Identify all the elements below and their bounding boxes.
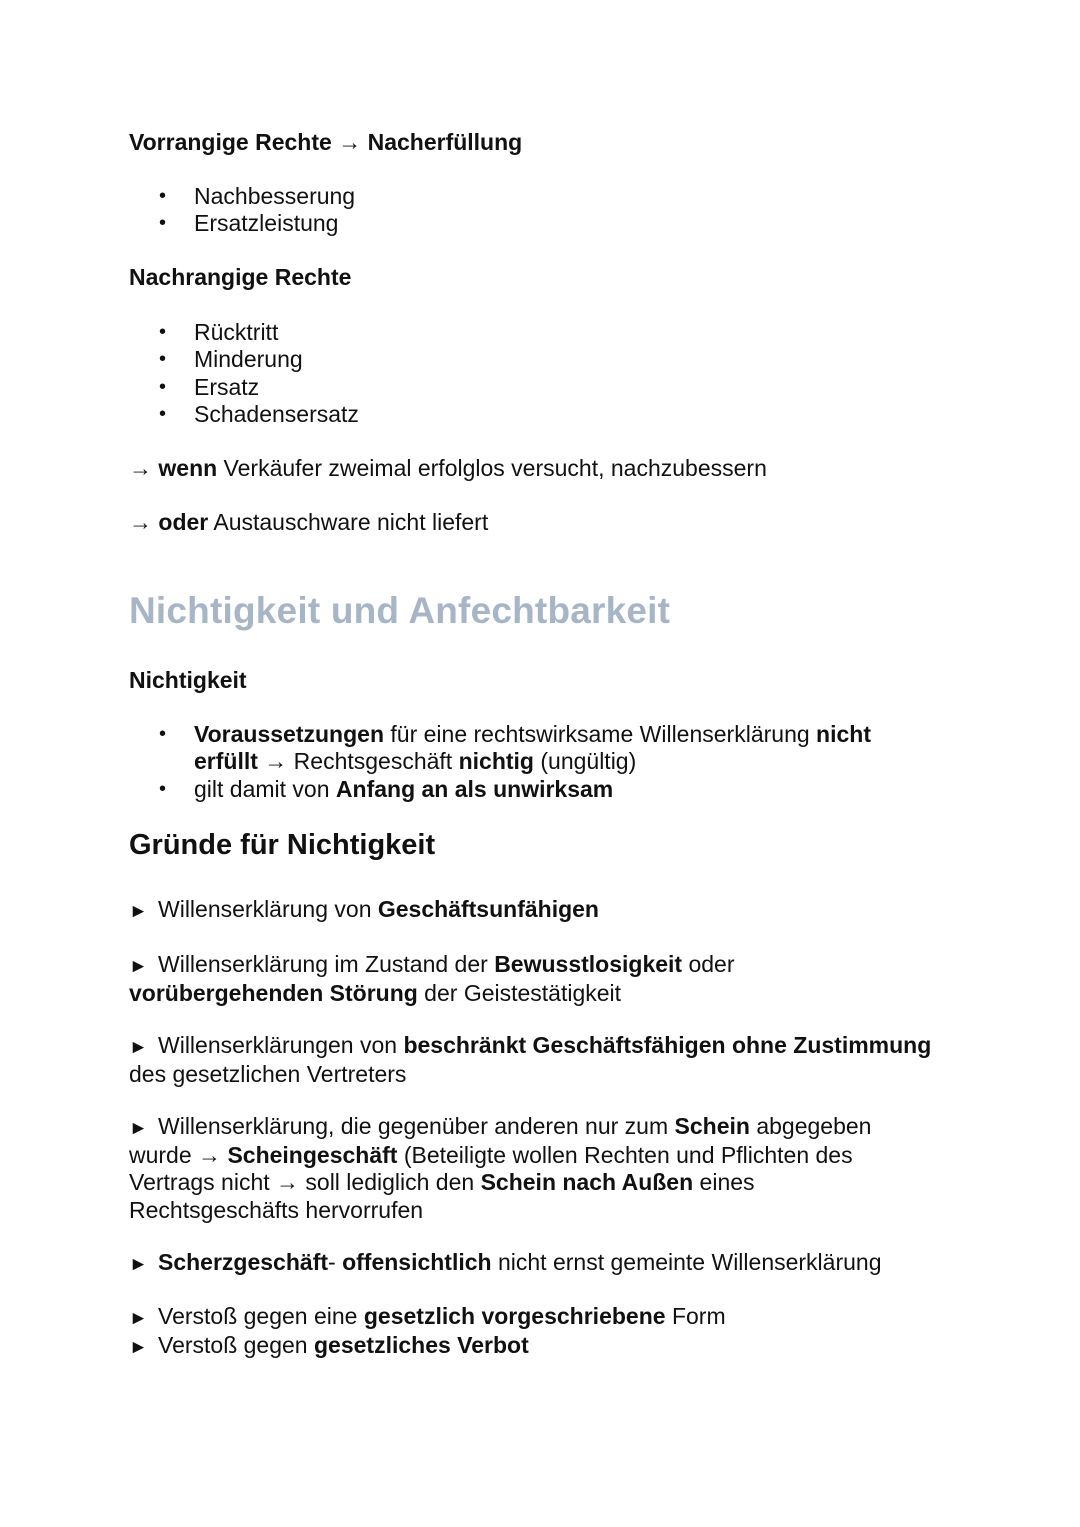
list-item: • Ersatz	[129, 374, 359, 401]
list-item: • Schadensersatz	[129, 401, 359, 428]
heading-vorrangige-rechte: Vorrangige Rechte → Nacherfüllung	[129, 129, 523, 155]
reason-paragraph: ► Willenserklärungen von beschränkt Geschäftsfähigen ohne Zustimmung des gesetzlichen Vertreters	[129, 1032, 932, 1088]
list-item: • Rücktritt	[129, 319, 359, 346]
triangle-bullet-icon: ►	[129, 901, 148, 922]
list-item: • Ersatzleistung	[129, 210, 355, 237]
list-item: • Nachbesserung	[129, 183, 355, 210]
list-nachrangige-rechte	[129, 319, 359, 428]
list-item: • Minderung	[129, 346, 359, 373]
main-title: Nichtigkeit und Anfechtbarkeit	[129, 590, 671, 631]
arrow: →	[129, 455, 152, 481]
heading-nichtigkeit: Nichtigkeit	[129, 667, 247, 693]
list-vorrangige-rechte	[129, 183, 355, 238]
triangle-bullet-icon: ►	[129, 1308, 148, 1329]
triangle-bullet-icon: ►	[129, 1254, 148, 1275]
reason-paragraph: ► Willenserklärung im Zustand der Bewusstlosigkeit oder vorübergehenden Störung der Geistestätigkeit	[129, 951, 735, 1007]
triangle-bullet-icon: ►	[129, 1037, 148, 1058]
list-item: • Voraussetzungen für eine rechtswirksame Willenserklärung nicht erfüllt → Rechtsgeschäft nichtig (ungültig)	[129, 721, 871, 776]
section-title-gruende: Gründe für Nichtigkeit	[129, 829, 436, 861]
triangle-bullet-icon: ►	[129, 1118, 148, 1139]
heading-nachrangige-rechte: Nachrangige Rechte	[129, 264, 352, 290]
reason-paragraph: ► Willenserklärung, die gegenüber anderen nur zum Schein abgegeben wurde → Scheingeschäft (Beteiligte wollen Rechten und Pflichten des Vertrags nicht → soll lediglich den Schein nach Außen eines Rechtsgeschäfts hervorrufen	[129, 1113, 872, 1223]
reason-paragraph: ► Verstoß gegen eine gesetzlich vorgeschriebene Form ► Verstoß gegen gesetzliches Verbot	[129, 1303, 989, 1361]
condition-line-wenn: → wenn Verkäufer zweimal erfolglos versucht, nachzubessern	[129, 455, 767, 481]
triangle-bullet-icon: ►	[129, 956, 148, 977]
condition-line-oder: → oder Austauschware nicht liefert	[129, 509, 489, 535]
list-nichtigkeit	[129, 721, 871, 803]
reason-paragraph: ► Scherzgeschäft- offensichtlich nicht ernst gemeinte Willenserklärung	[129, 1249, 989, 1278]
arrow: →	[129, 509, 152, 535]
arrow: →	[338, 129, 362, 155]
reason-paragraph: ► Willenserklärung von Geschäftsunfähigen	[129, 896, 989, 925]
triangle-bullet-icon: ►	[129, 1337, 148, 1359]
list-item: • gilt damit von Anfang an als unwirksam	[129, 776, 871, 803]
